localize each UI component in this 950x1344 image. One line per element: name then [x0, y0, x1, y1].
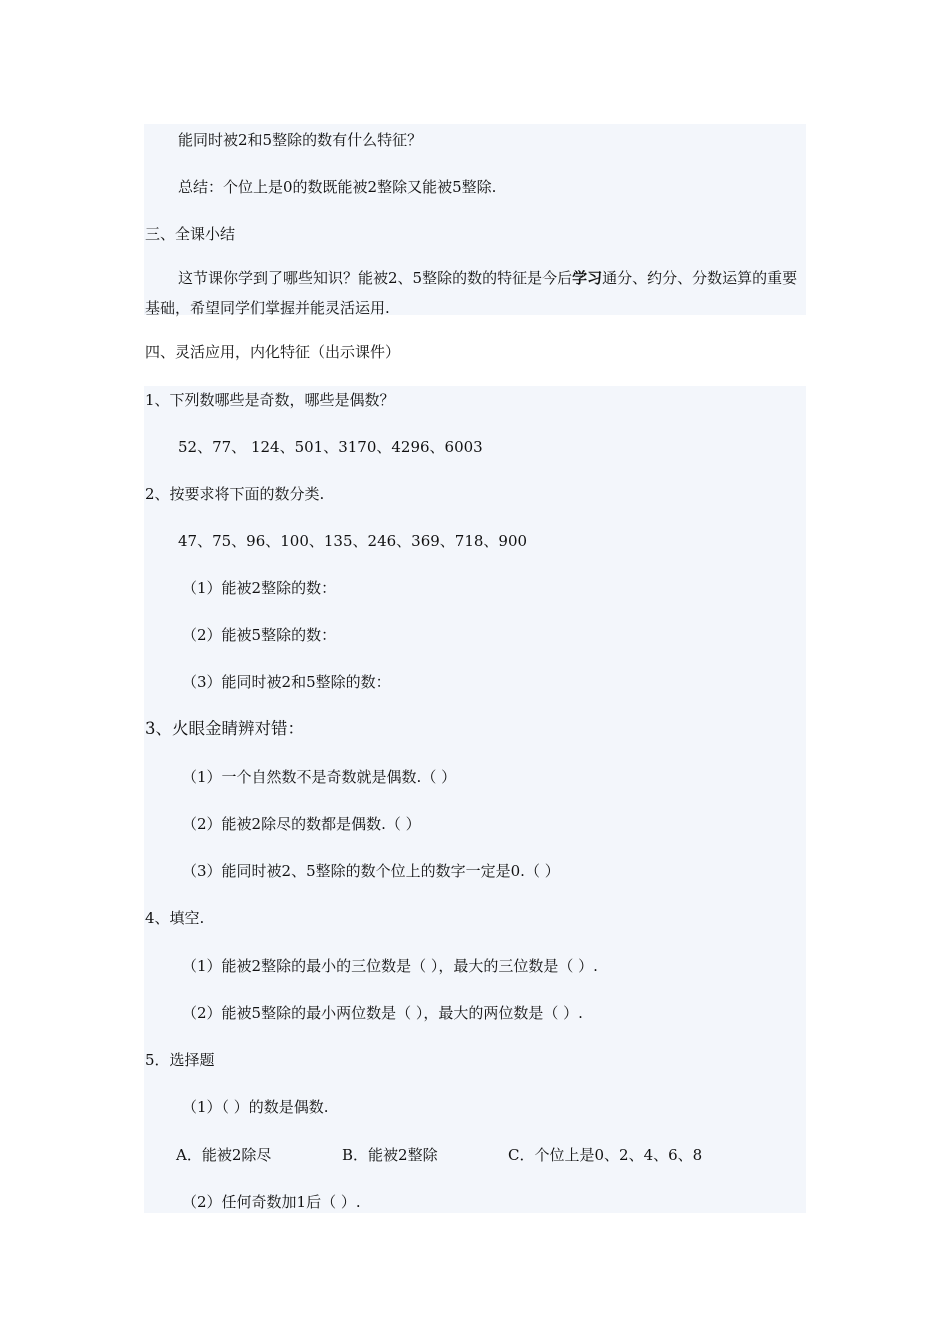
summary-bold-word: 学习 — [572, 269, 603, 287]
section-heading-4: 四、灵活应用，内化特征（出示课件） — [145, 343, 401, 361]
q3-item-3: （3）能同时被2、5整除的数个位上的数字一定是0.（ ） — [182, 862, 560, 880]
q5-title: 5．选择题 — [145, 1051, 215, 1069]
q4-title: 4、填空. — [145, 909, 205, 927]
q5-option-a: A．能被2除尽 — [176, 1146, 272, 1164]
q5-option-c: C．个位上是0、2、4、6、8 — [508, 1146, 703, 1164]
q2-item-2: （2）能被5整除的数： — [182, 626, 337, 644]
section-heading-3: 三、全课小结 — [145, 225, 236, 243]
q4-item-1: （1）能被2整除的最小的三位数是（ ），最大的三位数是（ ）. — [182, 957, 598, 975]
q2-title: 2、按要求将下面的数分类. — [145, 485, 325, 503]
q1-title: 1、下列数哪些是奇数，哪些是偶数？ — [145, 391, 395, 409]
q3-item-1: （1）一个自然数不是奇数就是偶数.（ ） — [182, 768, 457, 786]
q5-item-2: （2）任何奇数加1后（ ）. — [182, 1193, 361, 1211]
q1-numbers: 52、77、 124、501、3170、4296、6003 — [178, 438, 483, 456]
highlight-band-bottom — [144, 386, 806, 1213]
q2-numbers: 47、75、96、100、135、246、369、718、900 — [178, 532, 528, 550]
q5-item-1: （1）（ ）的数是偶数. — [182, 1098, 329, 1116]
q5-option-b: B．能被2整除 — [342, 1146, 438, 1164]
summary-text-2: 通分、约分、分数运算的重要基础，希望同学们掌握并能灵活运用. — [145, 269, 798, 317]
q3-title: 3、火眼金睛辨对错： — [145, 719, 304, 738]
summary-text-1: 这节课你学到了哪些知识？能被2、5整除的数的特征是今后 — [178, 269, 573, 287]
q2-item-1: （1）能被2整除的数： — [182, 579, 337, 597]
q2-item-3: （3）能同时被2和5整除的数： — [182, 673, 391, 691]
summary-paragraph — [145, 263, 807, 323]
q3-item-2: （2）能被2除尽的数都是偶数.（ ） — [182, 815, 421, 833]
summary-conclusion: 总结：个位上是0的数既能被2整除又能被5整除. — [178, 178, 497, 196]
question-text: 能同时被2和5整除的数有什么特征？ — [178, 131, 423, 149]
q4-item-2: （2）能被5整除的最小两位数是（ ），最大的两位数是（ ）. — [182, 1004, 583, 1022]
